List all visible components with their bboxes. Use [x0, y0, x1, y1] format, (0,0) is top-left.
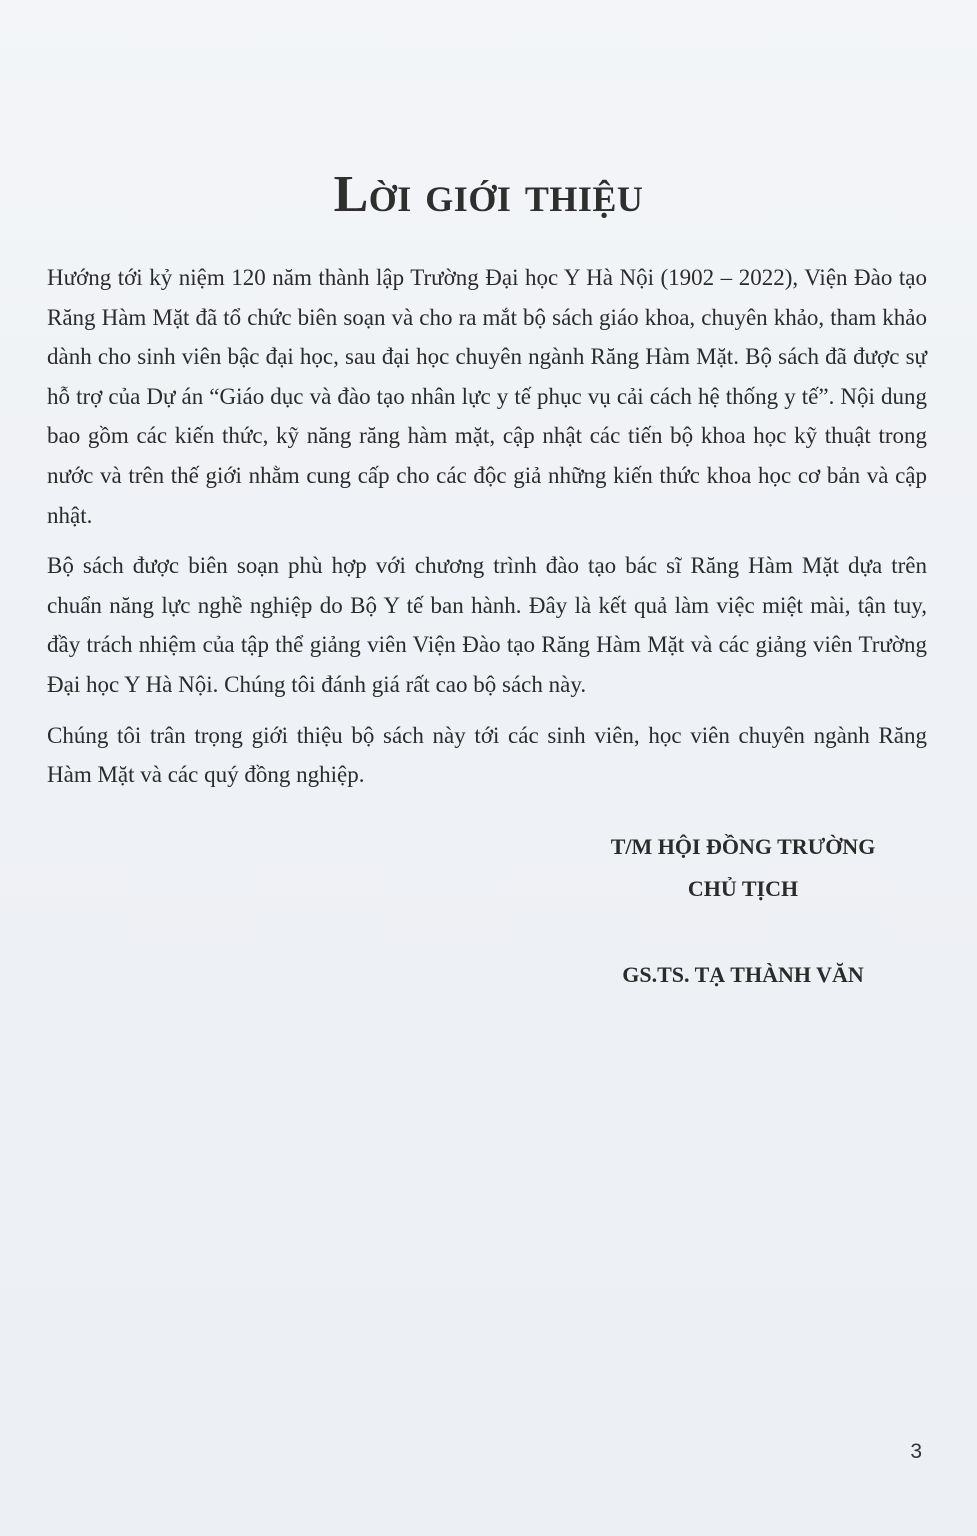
- page-number: 3: [910, 1440, 922, 1463]
- paragraph-3: Chúng tôi trân trọng giới thiệu bộ sách này tới các sinh viên, học viên chuyên ngành Răng Hàm Mặt và các quý đồng nghiệp.: [47, 722, 927, 788]
- signature-position: CHỦ TỊCH: [687, 876, 799, 901]
- paragraph-1: Hướng tới kỷ niệm 120 năm thành lập Trường Đại học Y Hà Nội (1902 – 2022), Viện Đào tạo Răng Hàm Mặt đã tổ chức biên soạn và cho ra mắt bộ sách giáo khoa, chuyên khảo, tham khảo dành cho sinh viên bậc đại học, sau đại học chuyên ngành Răng Hàm Mặt. Bộ sách đã được sự hỗ trợ của Dự án “Giáo dục và đào tạo nhân lực y tế phục vụ cải cách hệ thống y tế”. Nội dung bao gồm các kiến thức, kỹ năng răng hàm mặt, cập nhật các tiến bộ khoa học kỹ thuật trong nước và trên thế giới nhằm cung cấp cho các độc giả những kiến thức khoa học cơ bản và cập nhật.: [47, 265, 927, 528]
- signature-organization: T/M HỘI ĐỒNG TRƯỜNG: [610, 834, 876, 859]
- page-title: Lời giới thiệu: [333, 166, 644, 223]
- signature-block: [560, 826, 926, 996]
- signature-name: GS.TS. TẠ THÀNH VĂN: [622, 962, 864, 987]
- body-text: [47, 258, 927, 806]
- paragraph-2: Bộ sách được biên soạn phù hợp với chương trình đào tạo bác sĩ Răng Hàm Mặt dựa trên chuẩn năng lực nghề nghiệp do Bộ Y tế ban hành. Đây là kết quả làm việc miệt mài, tận tuy, đầy trách nhiệm của tập thể giảng viên Viện Đào tạo Răng Hàm Mặt và các giảng viên Trường Đại học Y Hà Nội. Chúng tôi đánh giá rất cao bộ sách này.: [47, 553, 927, 697]
